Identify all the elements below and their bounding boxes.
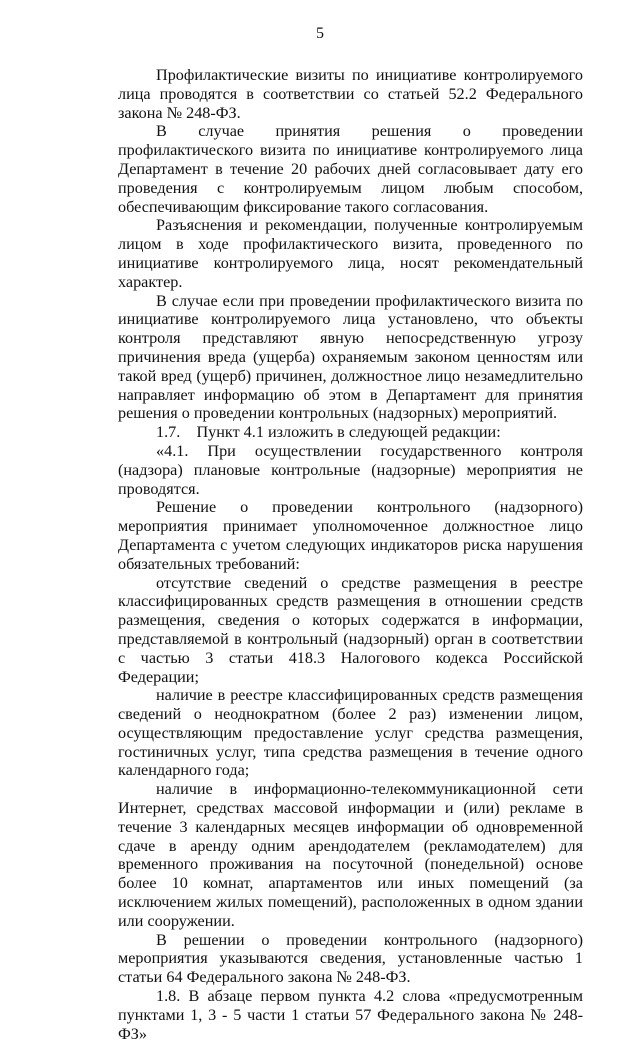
- body-text: [118, 66, 583, 1043]
- paragraph: отсутствие сведений о средстве размещения в реестре классифицированных средств размещения в отношении средств размещения, сведения о которых содержатся в информации, представляемой в контрольный (надзорный) орган в соответствии с частью 3 статьи 418.3 Налогового кодекса Российской Федерации;: [118, 573, 583, 686]
- paragraph: наличие в информационно-телекоммуникационной сети Интернет, средствах массовой информации и (или) рекламе в течение 3 календарных месяцев информации об одновременной сдаче в аренду одним арендодателем (рекламодателем) для временного проживания на посуточной (понедельной) основе более 10 комнат, апартаментов или иных помещений (за исключением жилых помещений), расположенных в одном здании или сооружении.: [118, 780, 583, 930]
- paragraph: Разъяснения и рекомендации, полученные контролируемым лицом в ходе профилактического визита, проведенного по инициативе контролируемого лица, носят рекомендательный характер.: [118, 216, 583, 291]
- paragraph: наличие в реестре классифицированных средств размещения сведений о неоднократном (более 2 раз) изменении лицом, осуществляющим предоставление услуг средства размещения, гостиничных услуг, типа средства размещения в течение одного календарного года;: [118, 686, 583, 780]
- paragraph: «4.1. При осуществлении государственного контроля (надзора) плановые контрольные (надзорные) мероприятия не проводятся.: [118, 441, 583, 498]
- paragraph: 1.7. Пункт 4.1 изложить в следующей редакции:: [156, 423, 501, 442]
- paragraph: Профилактические визиты по инициативе контролируемого лица проводятся в соответствии со статьей 52.2 Федерального закона № 248-ФЗ.: [118, 66, 583, 122]
- paragraph: В решении о проведении контрольного (надзорного) мероприятия указываются сведения, установленные частью 1 статьи 64 Федерального закона № 248-ФЗ.: [118, 930, 583, 987]
- paragraph: В случае принятия решения о проведении профилактического визита по инициативе контролируемого лица Департамент в течение 20 рабочих дней согласовывает дату его проведения с контролируемым лицом любым способом, обеспечивающим фиксирование такого согласования.: [118, 122, 583, 216]
- paragraph: 1.8. В абзаце первом пункта 4.2 слова «предусмотренным пунктами 1, 3 - 5 части 1 статьи 57 Федерального закона № 248-ФЗ»: [118, 987, 583, 1043]
- page-number: 5: [316, 25, 324, 42]
- paragraph: В случае если при проведении профилактического визита по инициативе контролируемого лица установлено, что объекты контроля представляют явную непосредственную угрозу причинения вреда (ущерба) охраняемым законом ценностям или такой вред (ущерб) причинен, должностное лицо незамедлительно направляет информацию об этом в Департамент для принятия решения о проведении контрольных (надзорных) мероприятий.: [118, 291, 583, 423]
- paragraph: Решение о проведении контрольного (надзорного) мероприятия принимает уполномоченное должностное лицо Департамента с учетом следующих индикаторов риска нарушения обязательных требований:: [118, 498, 583, 573]
